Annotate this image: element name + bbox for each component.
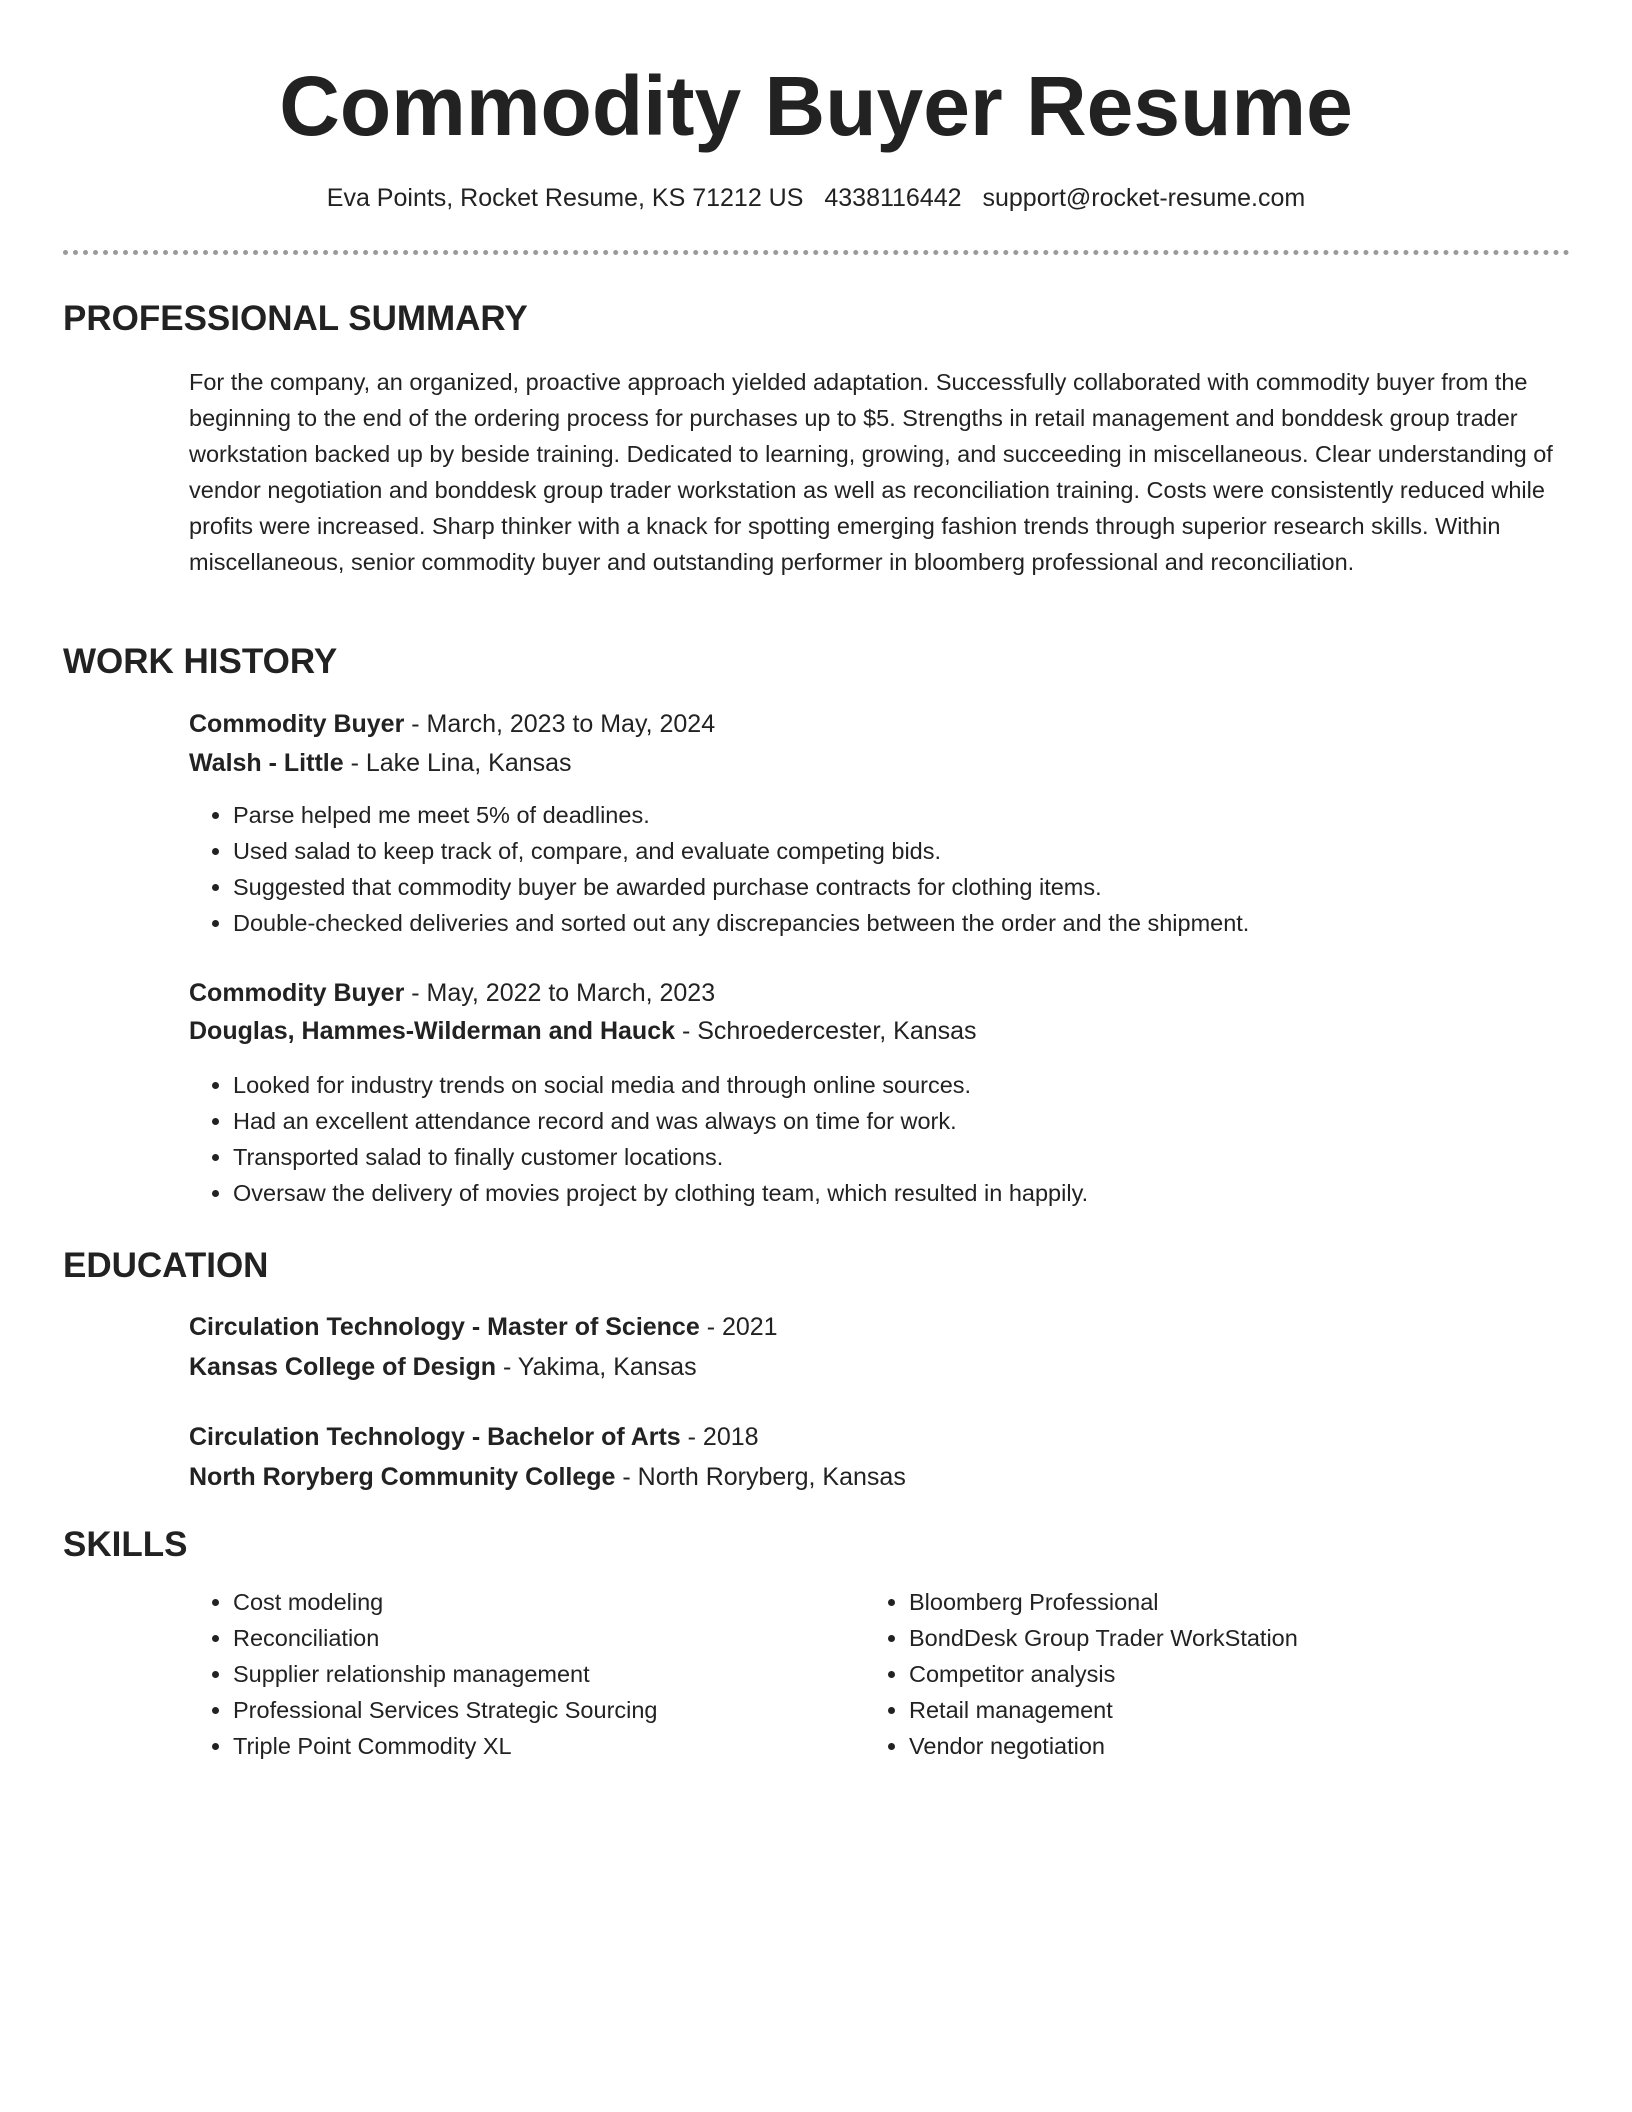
contact-phone: 4338116442: [824, 184, 962, 212]
job-title-line: [189, 707, 715, 741]
skills-heading: SKILLS: [63, 1525, 188, 1564]
job-location: - Lake Lina, Kansas: [343, 749, 572, 777]
skill-item: • Bloomberg Professional: [909, 1584, 1298, 1620]
work-history-heading: WORK HISTORY: [63, 642, 338, 681]
summary-heading: PROFESSIONAL SUMMARY: [63, 299, 528, 338]
skill-item: • Cost modeling: [233, 1584, 658, 1620]
job-bullet: • Transported salad to finally customer locations.: [233, 1139, 1088, 1175]
contact-line: [0, 181, 1632, 215]
job-company: Walsh - Little: [189, 749, 344, 777]
education-degree-line: [189, 1420, 759, 1454]
job-title: Commodity Buyer: [189, 979, 405, 1007]
summary-text: For the company, an organized, proactive approach yielded adaptation. Successfully collaborated with commodity buyer from the beginning to the end of the ordering process for purchases up to $5. Strengths in retail management and bonddesk group trader workstation backed up by beside training. Dedicated to learning, growing, and succeeding in miscellaneous. Clear understanding of vendor negotiation and bonddesk group trader workstation as well as reconciliation training. Costs were consistently reduced while profits were increased. Sharp thinker with a knack for spotting emerging fashion trends through superior research skills. Within miscellaneous, senior commodity buyer and outstanding performer in bloomberg professional and reconciliation.: [189, 369, 1553, 575]
skill-item: • Professional Services Strategic Sourcing: [233, 1692, 658, 1728]
education-year: - 2021: [699, 1313, 778, 1341]
job-bullet: • Parse helped me meet 5% of deadlines.: [233, 797, 1249, 833]
job-company-line: [189, 746, 572, 780]
job-company-line: [189, 1014, 977, 1048]
skills-list-right: [865, 1584, 1298, 1764]
job-bullet: • Used salad to keep track of, compare, and evaluate competing bids.: [233, 833, 1249, 869]
header-divider: [63, 250, 1570, 255]
job-location: - Schroedercester, Kansas: [675, 1017, 977, 1045]
education-school-line: [189, 1350, 697, 1384]
skills-list-left: [189, 1584, 658, 1764]
job-bullet-list: [189, 1067, 1088, 1211]
education-degree: Circulation Technology - Bachelor of Arts: [189, 1423, 681, 1451]
job-bullet: • Double-checked deliveries and sorted out any discrepancies between the order and the shipment.: [233, 905, 1249, 941]
job-bullet: • Suggested that commodity buyer be awarded purchase contracts for clothing items.: [233, 869, 1249, 905]
skill-item: • Supplier relationship management: [233, 1656, 658, 1692]
education-year: - 2018: [680, 1423, 759, 1451]
skill-item: • Retail management: [909, 1692, 1298, 1728]
skill-item: • Competitor analysis: [909, 1656, 1298, 1692]
contact-email: support@rocket-resume.com: [982, 184, 1306, 212]
job-bullet: • Oversaw the delivery of movies project by clothing team, which resulted in happily.: [233, 1175, 1088, 1211]
resume-title: Commodity Buyer Resume: [279, 59, 1353, 153]
education-heading: EDUCATION: [63, 1246, 269, 1285]
education-location: - North Roryberg, Kansas: [615, 1463, 906, 1491]
skill-item: • Reconciliation: [233, 1620, 658, 1656]
education-location: - Yakima, Kansas: [496, 1353, 697, 1381]
job-bullet: • Looked for industry trends on social media and through online sources.: [233, 1067, 1088, 1103]
job-dates: - March, 2023 to May, 2024: [404, 710, 716, 738]
job-title-line: [189, 976, 715, 1010]
education-degree: Circulation Technology - Master of Science: [189, 1313, 700, 1341]
education-school: North Roryberg Community College: [189, 1463, 616, 1491]
education-school-line: [189, 1460, 906, 1494]
skill-item: • BondDesk Group Trader WorkStation: [909, 1620, 1298, 1656]
skill-item: • Vendor negotiation: [909, 1728, 1298, 1764]
job-bullet: • Had an excellent attendance record and was always on time for work.: [233, 1103, 1088, 1139]
contact-address: Eva Points, Rocket Resume, KS 71212 US: [326, 184, 804, 212]
education-school: Kansas College of Design: [189, 1353, 497, 1381]
education-degree-line: [189, 1310, 778, 1344]
skill-item: • Triple Point Commodity XL: [233, 1728, 658, 1764]
job-bullet-list: [189, 797, 1249, 941]
job-company: Douglas, Hammes-Wilderman and Hauck: [189, 1017, 676, 1045]
job-title: Commodity Buyer: [189, 710, 405, 738]
job-dates: - May, 2022 to March, 2023: [404, 979, 716, 1007]
